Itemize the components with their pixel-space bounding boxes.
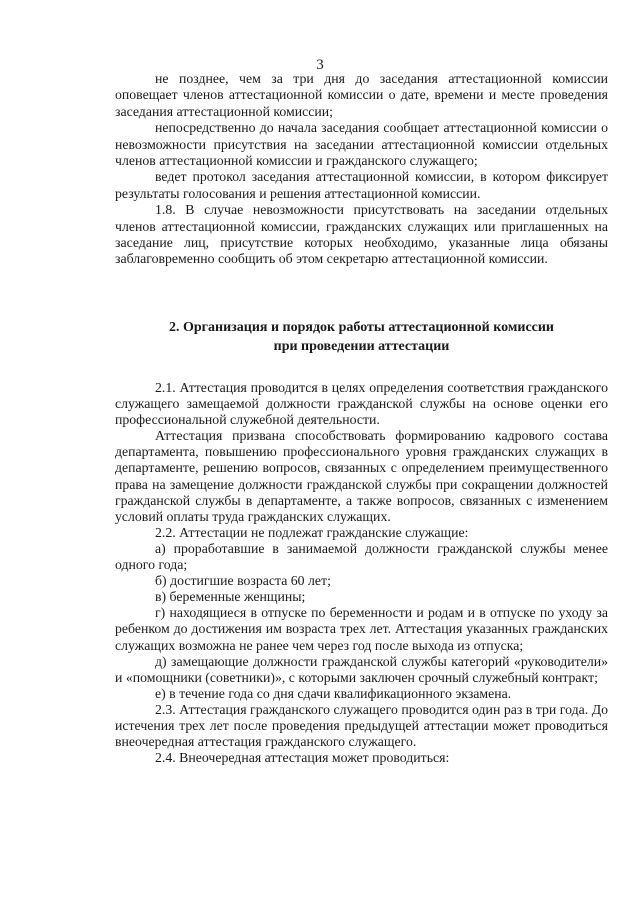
section-2-body [115,380,608,766]
paragraph: Аттестация призвана способствовать формированию кадрового состава департамента, повышению профессионального уровня гражданских служащих в департаменте, решению вопросов, связанных с определением преимущественного права на замещение должности гражданской службы при сокращении должностей гражданской службы в департаменте, а также вопросов, связанных с изменением условий оплаты труда гражданских служащих. [115,428,608,524]
section-1-body [115,71,608,268]
paragraph: 2.3. Аттестация гражданского служащего проводится один раз в три года. До истечения трех лет после проведения предыдущей аттестации может проводиться внеочередная аттестация гражданского служащего. [115,701,608,750]
heading-line-2: при проведении аттестации [273,339,450,354]
paragraph: ведет протокол заседания аттестационной комиссии, в котором фиксирует результаты голосования и решения аттестационной комиссии. [115,169,608,201]
page-number: 3 [316,57,324,73]
heading-line-1: 2. Организация и порядок работы аттестационной комиссии [168,320,554,335]
list-item: а) проработавшие в занимаемой должности гражданской службы менее одного года; [115,540,608,573]
list-item: д) замещающие должности гражданской службы категорий «руководители» и «помощники (советники)», с которыми заключен срочный служебный контракт; [115,653,608,685]
list-item: е) в течение года со дня сдачи квалификационного экзамена. [155,685,512,701]
paragraph: 2.4. Внеочередная аттестация может проводиться: [155,750,450,766]
list-item: б) достигшие возраста 60 лет; [155,573,331,589]
section-heading [115,318,608,356]
list-item: г) находящиеся в отпуске по беременности и родам и в отпуске по уходу за ребенком до достижения им возраста трех лет. Аттестация указанных гражданских служащих возможна не ранее чем через год после выхода из отпуска; [115,605,608,653]
paragraph: 2.2. Аттестации не подлежат гражданские служащие: [155,524,469,540]
paragraph: 2.1. Аттестация проводится в целях определения соответствия гражданского служащего замещаемой должности гражданской службы на основе оценки его профессиональной служебной деятельности. [115,380,608,428]
paragraph: непосредственно до начала заседания сообщает аттестационной комиссии о невозможности присутствия на заседании аттестационной комиссии отдельных членов аттестационной комиссии и гражданского служащего; [115,120,608,169]
list-item: в) беременные женщины; [155,589,306,605]
paragraph: 1.8. В случае невозможности присутствовать на заседании отдельных членов аттестационной комиссии, гражданских служащих или приглашенных на заседание лиц, присутствие которых необходимо, указанные лица обязаны заблаговременно сообщить об этом секретарю аттестационной комиссии. [115,202,608,267]
paragraph: не позднее, чем за три дня до заседания аттестационной комиссии оповещает членов аттестационной комиссии о дате, времени и месте проведения заседания аттестационной комиссии; [115,71,608,119]
